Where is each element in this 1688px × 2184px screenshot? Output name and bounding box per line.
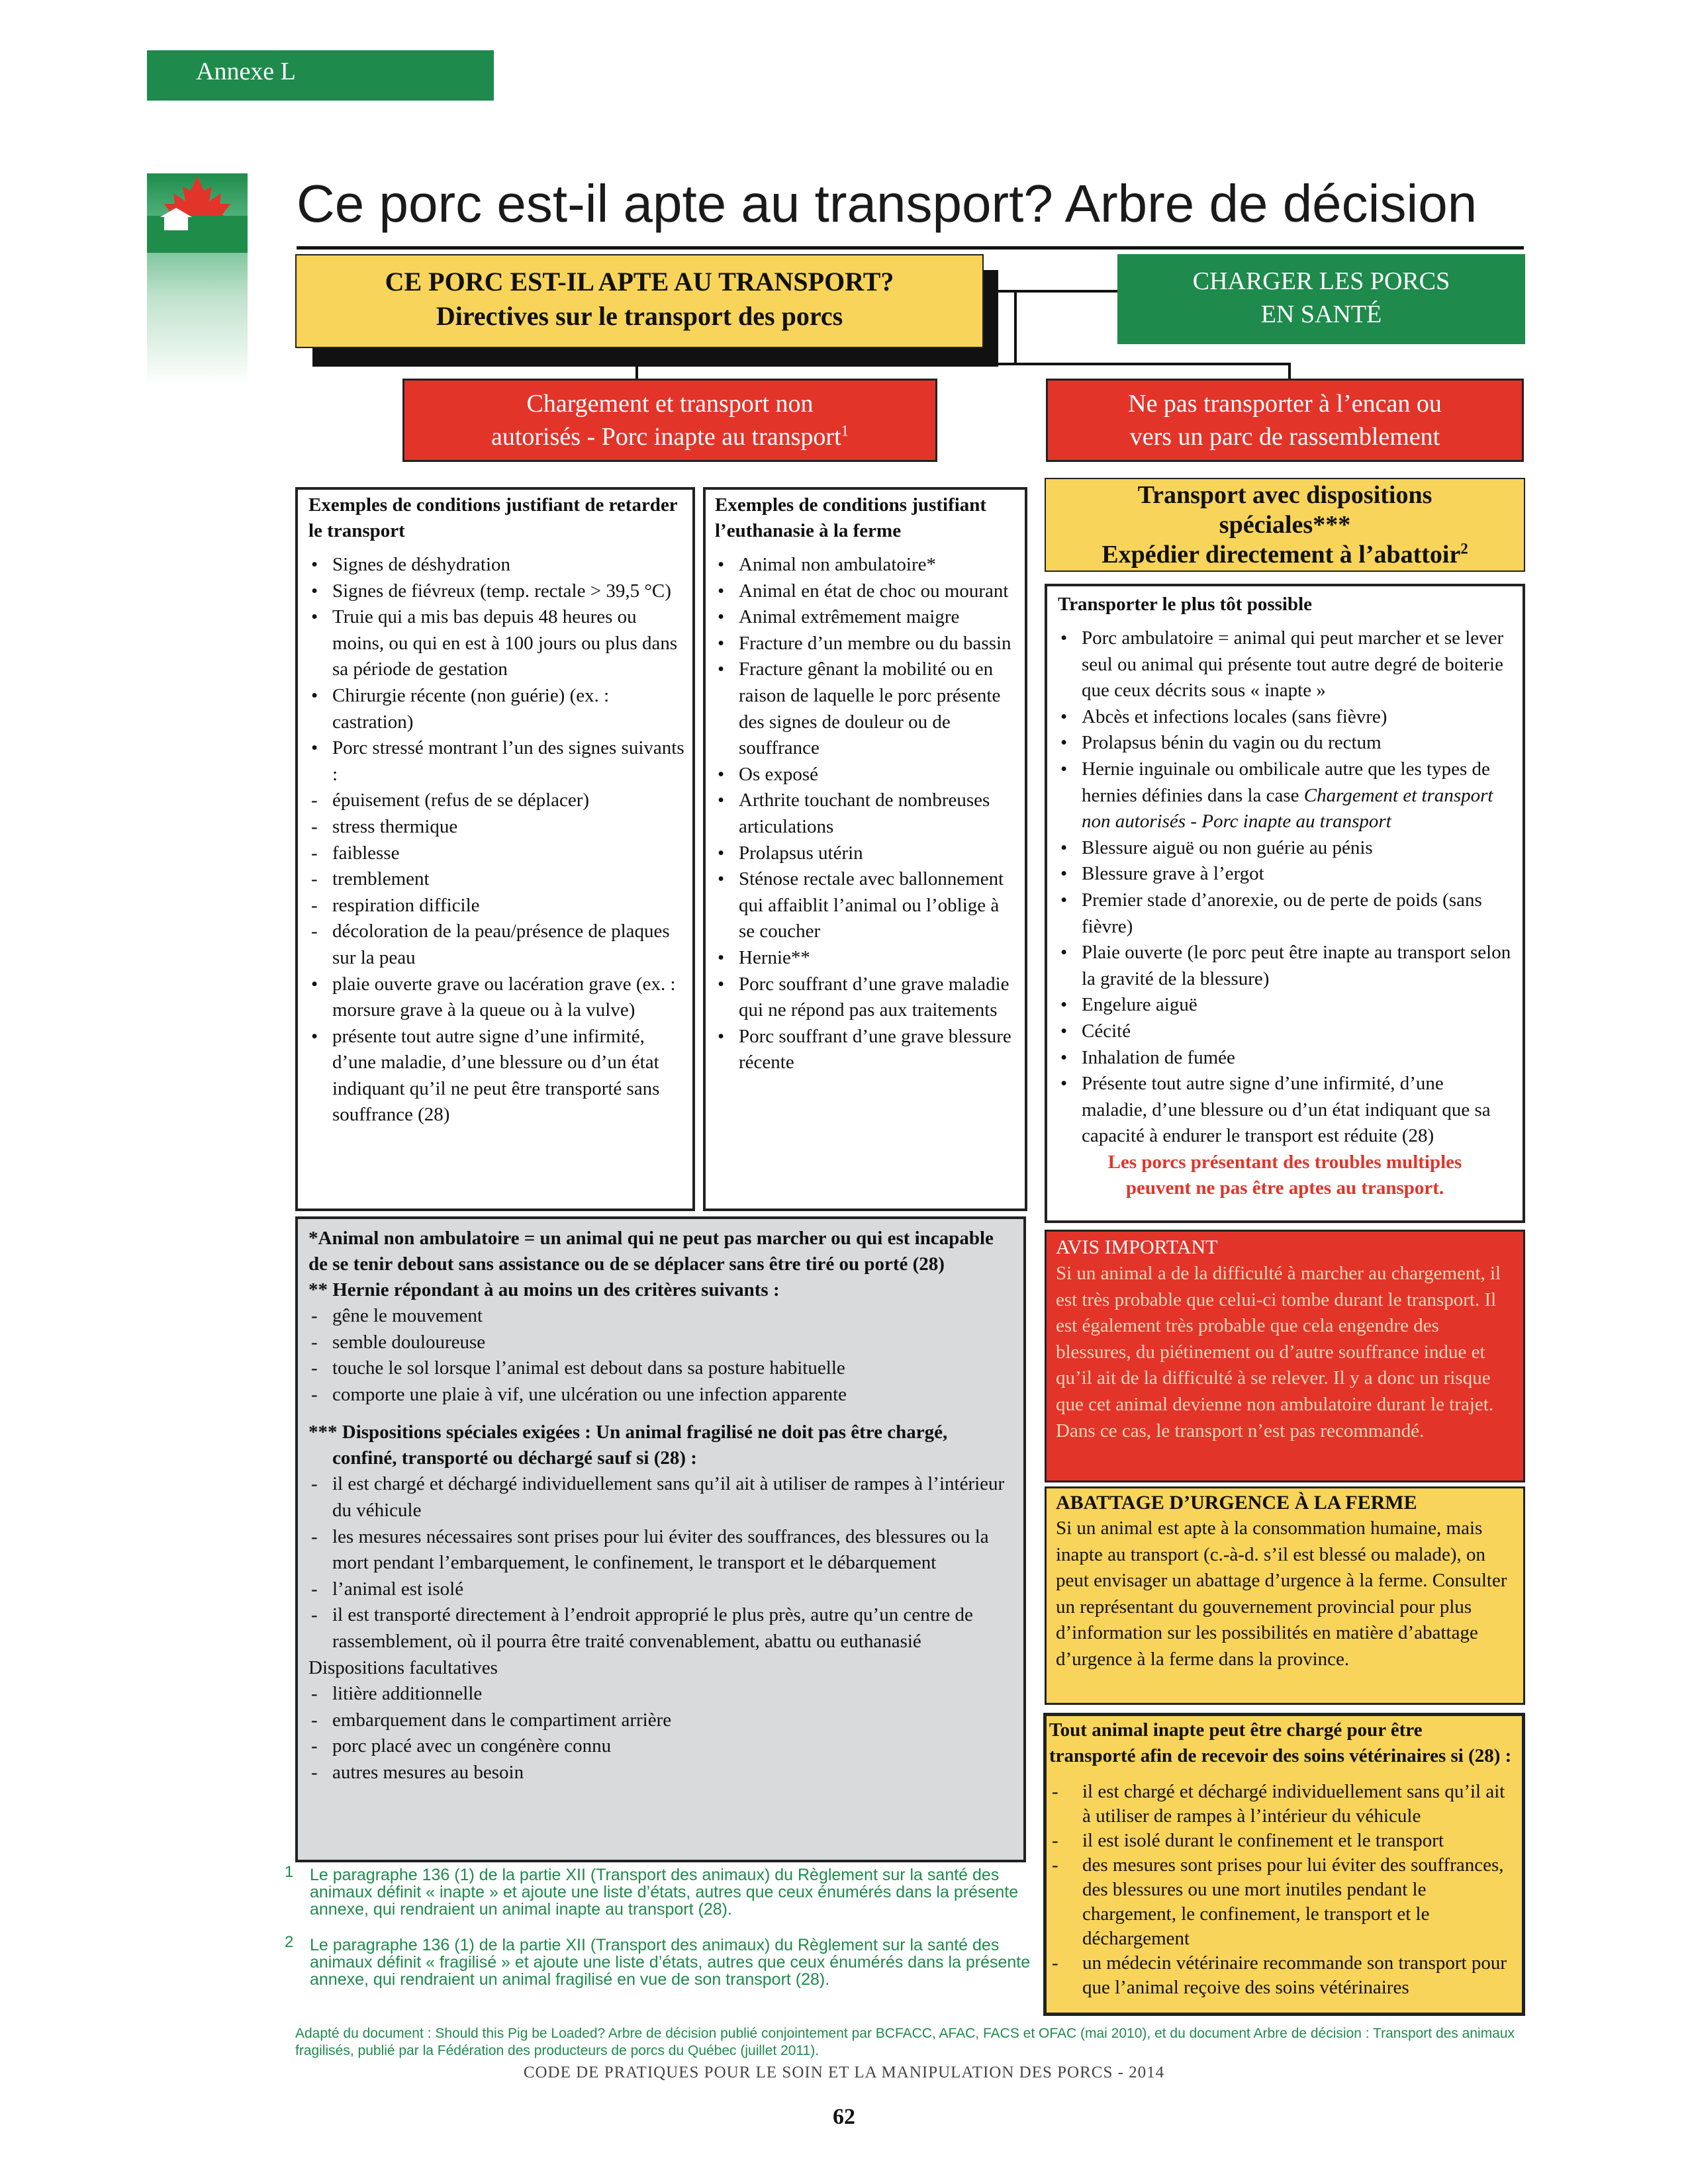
asap-item: • Abcès et infections locales (sans fièvre): [1058, 704, 1512, 731]
page-number: 62: [833, 2105, 855, 2129]
delay-item: • Chirurgie récente (non guérie) (ex. : castration): [308, 683, 686, 735]
connector-right-drop: [1288, 363, 1291, 379]
fit-question-title: CE PORC EST-IL APTE AU TRANSPORT?: [385, 267, 894, 296]
hernia-item: - comporte une plaie à vif, une ulcération ou une infection apparente: [308, 1382, 1014, 1408]
notice-text: Si un animal a de la difficulté à marcher au chargement, il est très probable que celui-ci tombe durant le transport. Il est également très probable que cela engendre des blessures, du piétinement ou d’autre souffrance indue et qu’il ait de la difficulté à se relever. Il y a donc un risque que cet animal devienne non ambulatoire durant le trajet. Dans ce cas, le transport n’est pas recommandé.: [1056, 1263, 1501, 1441]
euthanasia-list: [715, 552, 1019, 1076]
hernia-heading: ** Hernie répondant à au moins un des critères suivants :: [308, 1279, 780, 1300]
asap-item-italic: Chargement et transport non autorisés - Porc inapte au transport: [1082, 784, 1493, 833]
euthanasia-item: • Animal en état de choc ou mourant: [715, 578, 1019, 605]
euthanasia-item: • Prolapsus utérin: [715, 841, 1019, 867]
no-auction-line2: vers un parc de rassemblement: [1129, 423, 1440, 451]
fit-question-box: [295, 254, 984, 348]
delay-item: • Truie qui a mis bas depuis 48 heures ou moins, ou qui en est à 100 jours ou plus dans sa période de gestation: [308, 604, 686, 683]
multiple-troubles-warning: [1058, 1150, 1512, 1202]
optional-provision-item: - embarquement dans le compartiment arrière: [308, 1707, 1014, 1734]
footnote-2-number: 2: [285, 1933, 294, 1951]
veterinary-care-box: [1043, 1713, 1525, 2016]
asap-item: • Blessure aiguë ou non guérie au pénis: [1058, 835, 1512, 862]
unfit-line2-wrap: [404, 420, 935, 453]
annex-tab-label: Annexe L: [196, 58, 296, 85]
special-provisions-heading: *** Dispositions spéciales exigées : Un animal fragilisé ne doit pas être chargé, confiné, transporté ou déchargé sauf si (28) :: [308, 1422, 948, 1469]
euthanasia-item: • Fracture gênant la mobilité ou en raison de laquelle le porc présente des signes de douleur ou de souffrance: [715, 657, 1019, 761]
euthanasia-item: • Arthrite touchant de nombreuses articulations: [715, 788, 1019, 840]
emergency-slaughter-box: [1045, 1486, 1525, 1705]
euthanasia-item: • Hernie**: [715, 945, 1019, 972]
special-line1: Transport avec dispositions: [1137, 481, 1432, 509]
special-provision-item: - il est chargé et déchargé individuellement sans qu’il ait à utiliser de rampes à l’intérieur du véhicule: [308, 1471, 1014, 1524]
delay-item: • présente tout autre signe d’une infirmité, d’une maladie, d’une blessure ou d’un état indiquant qu’il ne peut être transporté sans souffrance (28): [308, 1024, 686, 1128]
slaughter-text: Si un animal est apte à la consommation humaine, mais inapte au transport (c.-à-d. s’il est blessé ou malade), on peut envisager un abattage d’urgence à la ferme. Consulter un représentant du gouvernement provincial pour plus d’information sur les possibilités en matière d’abattage d’urgence à la ferme dans la province.: [1056, 1518, 1507, 1670]
load-healthy-box: [1117, 254, 1525, 344]
footnote-1-number: 1: [285, 1863, 294, 1881]
asap-item: • Porc ambulatoire = animal qui peut marcher et se lever seul ou animal qui présente tout autre degré de boiterie que ceux décrits sous « inapte »: [1058, 625, 1512, 704]
unfit-line2: autorisés - Porc inapte au transport: [491, 423, 841, 451]
euthanasia-item: • Porc souffrant d’une grave blessure récente: [715, 1024, 1019, 1076]
special-line2: spéciales***: [1219, 511, 1351, 539]
optional-provision-item: - litière additionnelle: [308, 1681, 1014, 1707]
delay-item: • Porc stressé montrant l’un des signes suivants :: [308, 735, 686, 788]
asap-item: • Présente tout autre signe d’une infirmité, d’une maladie, d’une blessure ou d’un état indiquant que sa capacité à endurer le transport est réduite (28): [1058, 1071, 1512, 1150]
unfit-footnote-ref: 1: [841, 422, 849, 439]
euthanasia-heading: Exemples de conditions justifiant l’euthanasie à la ferme: [715, 494, 987, 541]
delay-heading: Exemples de conditions justifiant de retarder le transport: [308, 494, 678, 541]
hernia-item: - semble douloureuse: [308, 1330, 1014, 1356]
optional-provision-item: - porc placé avec un congénère connu: [308, 1733, 1014, 1760]
delay-item: - tremblement: [308, 866, 686, 893]
asap-item: • Blessure grave à l’ergot: [1058, 861, 1512, 887]
connector-top-to-healthy: [985, 290, 1117, 293]
slaughter-heading: ABATTAGE D’URGENCE À LA FERME: [1056, 1492, 1417, 1514]
vet-item: - il est isolé durant le confinement et le transport: [1049, 1829, 1513, 1853]
asap-item-text: Hernie inguinale ou ombilicale autre que les types de hernies définies dans la case: [1082, 758, 1490, 806]
asap-item: • Inhalation de fumée: [1058, 1045, 1512, 1071]
optional-provision-item: - autres mesures au besoin: [308, 1760, 1014, 1786]
special-provision-item: - l’animal est isolé: [308, 1576, 1014, 1603]
asap-item: • Plaie ouverte (le porc peut être inapte au transport selon la gravité de la blessure): [1058, 940, 1512, 992]
non-ambulatory-definition: *Animal non ambulatoire = un animal qui ne peut pas marcher ou qui est incapable de se tenir debout sans assistance ou de se déplacer sans être tiré ou porté (28): [308, 1228, 994, 1275]
warning-line2: peuvent ne pas être aptes au transport.: [1125, 1177, 1444, 1199]
vet-list: [1049, 1780, 1513, 2000]
footnote-1: [285, 1863, 1039, 1919]
special-provision-item: - il est transporté directement à l’endroit approprié le plus près, autre qu’un centre de rassemblement, où il pourra être traité convenablement, abattu ou euthanasié: [308, 1602, 1014, 1655]
hernia-item: - touche le sol lorsque l’animal est debout dans sa posture habituelle: [308, 1355, 1014, 1382]
asap-item: • Engelure aiguë: [1058, 992, 1512, 1019]
definitions-box: [295, 1216, 1026, 1862]
delay-item: - stress thermique: [308, 814, 686, 841]
important-notice-box: [1045, 1230, 1525, 1482]
maple-leaf-logo-icon: [147, 173, 248, 253]
special-line3: Expédier directement à l’abattoir: [1102, 541, 1461, 569]
euthanasia-item: • Animal non ambulatoire*: [715, 552, 1019, 578]
no-auction-line1: Ne pas transporter à l’encan ou: [1128, 390, 1442, 418]
footer-code-title: CODE DE PRATIQUES POUR LE SOIN ET LA MANIPULATION DES PORCS - 2014: [523, 2064, 1165, 2081]
special-footnote-ref: 2: [1460, 540, 1468, 557]
notice-heading: AVIS IMPORTANT: [1056, 1236, 1218, 1258]
delay-item: - épuisement (refus de se déplacer): [308, 788, 686, 814]
euthanasia-item: • Fracture d’un membre ou du bassin: [715, 631, 1019, 657]
asap-item: • Prolapsus bénin du vagin ou du rectum: [1058, 730, 1512, 756]
delay-item: - respiration difficile: [308, 893, 686, 919]
fit-question-subtitle: Directives sur le transport des porcs: [436, 301, 843, 331]
delay-item: • plaie ouverte grave ou lacération grave (ex. : morsure grave à la queue ou à la vulve): [308, 972, 686, 1024]
warning-line1: Les porcs présentant des troubles multiples: [1107, 1151, 1462, 1173]
page-title: Ce porc est-il apte au transport? Arbre de décision: [297, 174, 1477, 233]
vet-item: - il est chargé et déchargé individuellement sans qu’il ait à utiliser de rampes à l’intérieur du véhicule: [1049, 1780, 1513, 1829]
delay-item: • Signes de fiévreux (temp. rectale > 39,5 °C): [308, 578, 686, 605]
asap-item: • Premier stade d’anorexie, ou de perte de poids (sans fièvre): [1058, 887, 1512, 940]
optional-provisions-list: [308, 1681, 1014, 1786]
no-auction-box: [1046, 379, 1524, 462]
delay-list: [308, 552, 686, 1128]
optional-provisions-heading: Dispositions facultatives: [308, 1657, 498, 1678]
delay-item: • Signes de déshydration: [308, 552, 686, 578]
hernia-item: - gêne le mouvement: [308, 1303, 1014, 1330]
delay-item: - faiblesse: [308, 841, 686, 867]
asap-list: [1058, 625, 1512, 1150]
delay-conditions-box: [295, 487, 695, 1211]
euthanasia-item: • Porc souffrant d’une grave maladie qui ne répond pas aux traitements: [715, 972, 1019, 1024]
special-provisions-list: [308, 1471, 1014, 1655]
footnote-2: [285, 1933, 1039, 1989]
vet-heading: Tout animal inapte peut être chargé pour être transporté afin de recevoir des soins vétérinaires si (28) :: [1049, 1719, 1512, 1766]
euthanasia-item: • Sténose rectale avec ballonnement qui affaiblit l’animal ou l’oblige à se coucher: [715, 866, 1019, 945]
load-healthy-line1: CHARGER LES PORCS: [1192, 267, 1450, 295]
special-transport-box: [1045, 478, 1525, 572]
footnote-2-text: Le paragraphe 136 (1) de la partie XII (Transport des animaux) du Règlement sur la santé des animaux définit « fragilisé » et ajoute une liste d’états, autres que ceux énumérés dans la présente annexe, qui rendraient un animal fragilisé en vue de son transport (28).: [310, 1936, 1031, 1989]
unfit-transport-box: [402, 379, 937, 462]
euthanasia-conditions-box: [703, 487, 1027, 1211]
asap-item: [1058, 756, 1512, 835]
euthanasia-item: • Os exposé: [715, 762, 1019, 788]
logo: [147, 173, 248, 385]
unfit-line1: Chargement et transport non: [526, 390, 814, 418]
hernia-list: [308, 1303, 1014, 1408]
vet-item: - des mesures sont prises pour lui éviter des souffrances, des blessures ou une mort inutiles pendant le chargement, le confinement, le transport et le déchargement: [1049, 1853, 1513, 1951]
footnote-1-text: Le paragraphe 136 (1) de la partie XII (Transport des animaux) du Règlement sur la santé des animaux définit « inapte » et ajoute une liste d’états, autres que ceux énumérés dans la présente annexe, qui rendraient un animal inapte au transport (28).: [310, 1866, 1019, 1919]
load-healthy-line2: EN SANTÉ: [1260, 300, 1382, 328]
special-provision-item: - les mesures nécessaires sont prises pour lui éviter des souffrances, des blessures ou la mort pendant l’embarquement, le confinement, le transport et le débarquement: [308, 1524, 1014, 1576]
vet-item: - un médecin vétérinaire recommande son transport pour que l’animal reçoive des soins vétérinaires: [1049, 1951, 1513, 2000]
asap-heading: Transporter le plus tôt possible: [1058, 594, 1313, 615]
delay-item: - décoloration de la peau/présence de plaques sur la peau: [308, 919, 686, 971]
connector-healthy-drop: [1014, 290, 1017, 364]
euthanasia-item: • Animal extrêmement maigre: [715, 604, 1019, 631]
source-note: Adapté du document : Should this Pig be Loaded? Arbre de décision publié conjointement par BCFACC, AFAC, FACS et OFAC (mai 2010), et du document Arbre de décision : Transport des animaux fragilisés, publié par la Fédération des producteurs de porcs du Québec (juillet 2011).: [295, 2026, 1515, 2058]
special-line3-wrap: [1046, 540, 1524, 570]
annex-tab: [147, 50, 494, 101]
asap-item: • Cécité: [1058, 1019, 1512, 1045]
title-rule: [297, 246, 1524, 250]
transport-asap-box: [1045, 584, 1525, 1223]
